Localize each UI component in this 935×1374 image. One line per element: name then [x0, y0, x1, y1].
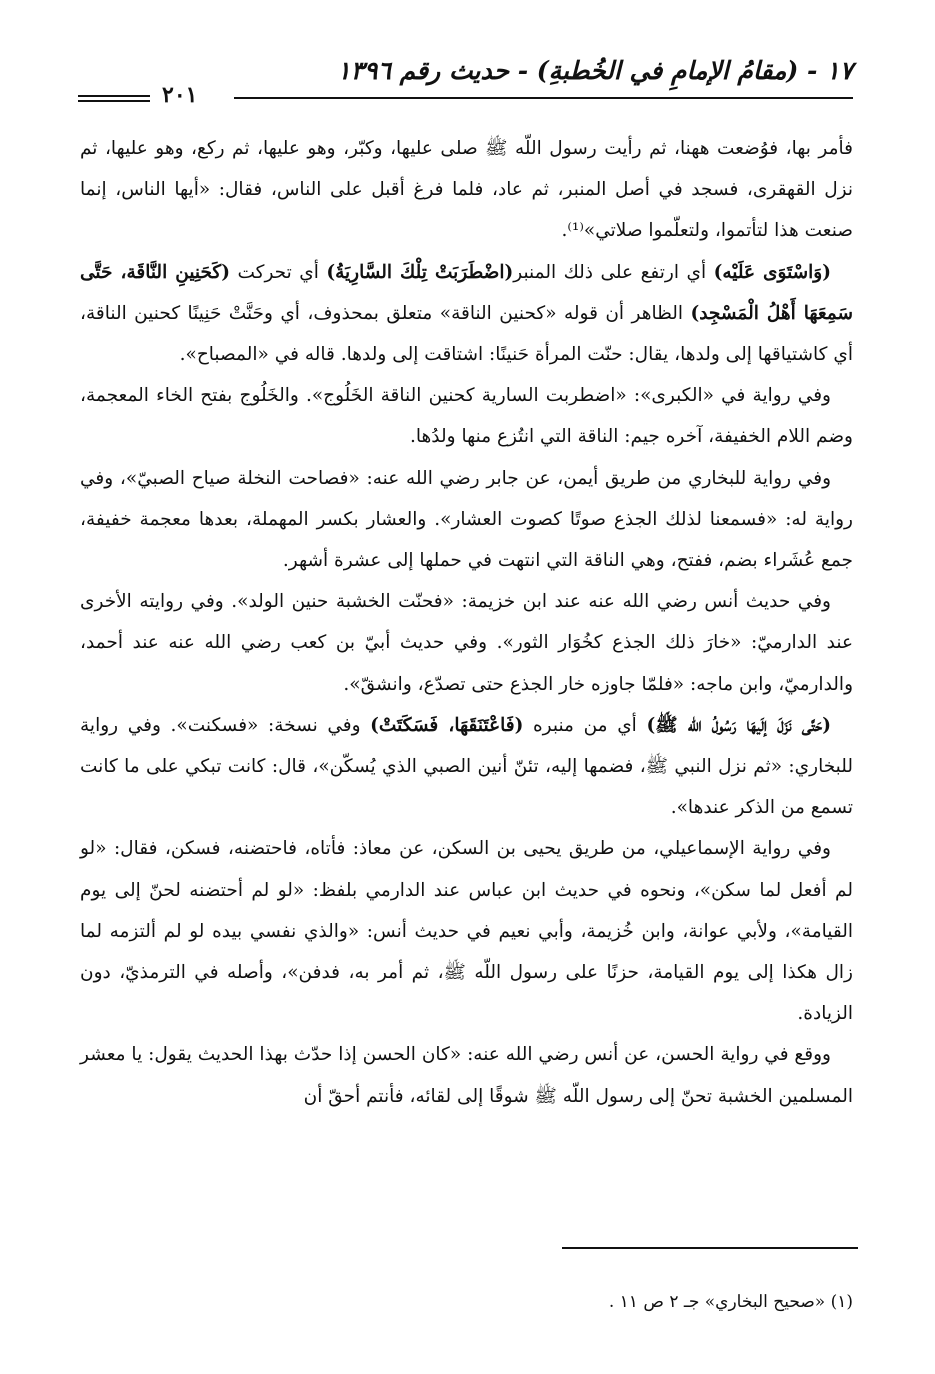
footnote-rule — [562, 1247, 858, 1249]
paragraph — [80, 581, 853, 705]
paragraph — [80, 1034, 853, 1116]
quoted-hadith-text: (كَحَنِينِ النَّاقَة، حَتَّى سَمِعَهَا أَهْلُ الْمَسْجِد) — [80, 261, 853, 324]
double-rule — [78, 95, 150, 105]
commentary-text: وفي رواية الإسماعيلي، من طريق يحيى بن السكن، عن معاذ: فأتاه، فاحتضنه، فسكن، فقال: «لو لم أفعل لما سكن»، ونحوه في حديث ابن عباس عند الدارمي بلفظ: «لو لم أحتضنه لحنّ إلى يوم القيامة»، ولأبي عوانة، وابن خُزيمة، وأبي نعيم في حديث أنس: «والذي نفسي بيده لو لم ألتزمه لما زال هكذا إلى يوم القيامة، حزنًا على رسول اللّه ﷺ، ثم أمر به، فدفن»، وأصله في الترمذيّ، دون الزيادة. — [80, 838, 853, 1025]
footnote: (١) «صحيح البخاري» جـ ٢ ص ١١ . — [608, 1292, 853, 1312]
commentary-text: الظاهر أن قوله «كحنين الناقة» متعلق بمحذوف، أي وحَنَّتْ حَنِينًا كحنين الناقة، أي كاشتياقها إلى ولدها، يقال: حنّت المرأة حَنينًا: اشتاقت إلى ولدها. قاله في «المصباح». — [80, 302, 853, 366]
commentary-text: وفي حديث أنس رضي الله عنه عند ابن خزيمة: «فحنّت الخشبة حنين الولد». وفي روايته الأخرى عند الدارميّ: «خارَ ذلك الجذع كخُوَار الثور». وفي حديث أبيّ بن كعب رضي الله عنه عند أحمد، والدارميّ، وابن ماجه: «فلمّا جاوزه خار الجذع حتى تصدّع، وانشقّ». — [80, 591, 853, 695]
commentary-text: فأمر بها، فوُضعت ههنا، ثم رأيت رسول اللّه ﷺ صلى عليها، وكبّر، وهو عليها، ثم ركع، وهو عليها، ثم نزل القهقرى، فسجد في أصل المنبر، ثم عاد، فلما فرغ أقبل على الناس، فقال: «أيها الناس، إنما صنعت هذا لتأتموا، ولتعلّموا صلاتي»⁽¹⁾. — [80, 138, 853, 242]
quoted-hadith-text: (حَتَّى نَزَلَ إلَيهَا رَسُولُ اللّه ﷺ) — [646, 714, 831, 736]
header-rule — [234, 97, 853, 99]
quoted-hadith-text: (وَاسْتَوَى عَلَيْه) — [713, 261, 831, 283]
paragraph — [80, 128, 853, 252]
page-number: ٢٠١ — [162, 82, 198, 108]
quoted-hadith-text: (اضْطَرَبَتْ تِلْكَ السَّارِيَةُ) — [326, 261, 514, 283]
paragraph — [80, 705, 853, 829]
commentary-text: وفي رواية في «الكبرى»: «اضطربت السارية كحنين الناقة الخَلُوج». والخَلُوج بفتح الخاء المعجمة، وضم اللام الخفيفة، آخره جيم: الناقة التي انتُزع منها ولدُها. — [80, 385, 853, 448]
paragraph — [80, 252, 853, 376]
paragraph — [80, 828, 853, 1034]
commentary-text: وفي رواية للبخاري من طريق أيمن، عن جابر رضي الله عنه: «فصاحت النخلة صياح الصبيّ»، وفي رواية له: «فسمعنا لذلك الجذع صوتًا كصوت العشار». والعشار بكسر المهملة، بعدها معجمة خفيفة، جمع عُشَراء بضم، ففتح، وهي الناقة التي انتهت في حملها إلى عشرة أشهر. — [80, 467, 853, 572]
commentary-text: أي من منبره — [523, 714, 647, 736]
commentary-text: أي تحركت — [230, 261, 327, 283]
commentary-text: أي ارتفع على ذلك المنبر — [513, 261, 714, 283]
paragraph — [80, 375, 853, 457]
page-header — [78, 52, 853, 112]
commentary-text: وفي نسخة: «فسكنت». وفي رواية للبخاري: «ثم نزل النبي ﷺ، فضمها إليه، تئنّ أنين الصبي الذي يُسكّن»، قال: كانت تبكي على ما كانت تسمع من الذكر عندها». — [80, 714, 853, 819]
running-title: ١٧ - (مقامُ الإمامِ في الخُطبةِ) - حديث رقم ١٣٩٦ — [337, 56, 853, 85]
commentary-text: ووقع في رواية الحسن، عن أنس رضي الله عنه: «كان الحسن إذا حدّث بهذا الحديث يقول: يا معشر المسلمين الخشبة تحنّ إلى رسول اللّه ﷺ شوقًا إلى لقائه، فأنتم أحقّ أن — [80, 1044, 853, 1107]
paragraph — [80, 458, 853, 582]
quoted-hadith-text: (فَاعْتَنَقَهَا، فَسَكَتَتْ) — [370, 714, 524, 736]
body-text — [80, 128, 853, 1117]
